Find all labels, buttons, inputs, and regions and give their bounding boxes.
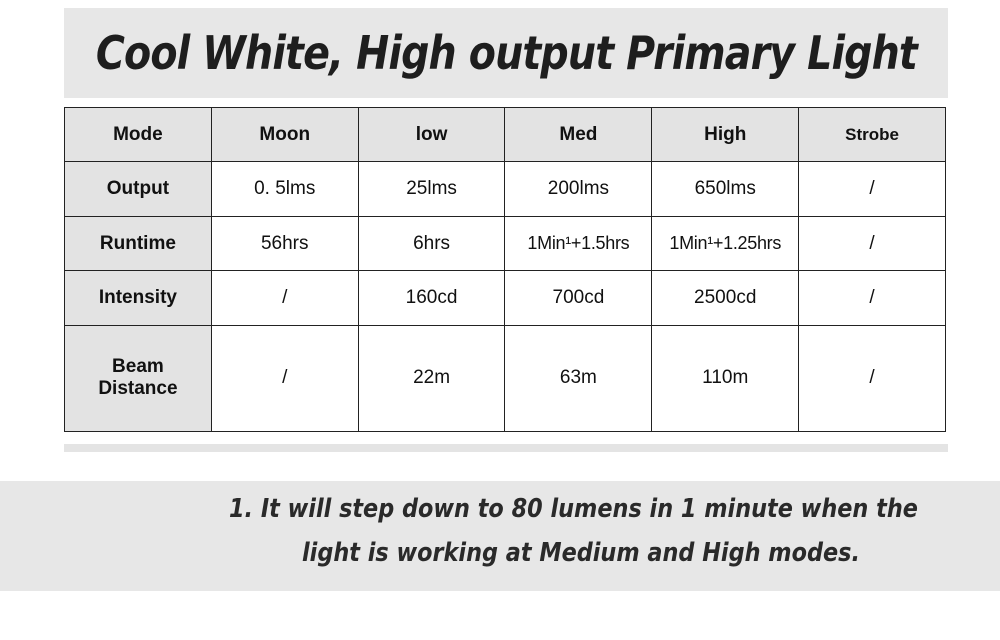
cell-output-moon: 0. 5lms [211,162,358,216]
footnote-banner [0,481,1000,591]
cell-runtime-med: 1Min¹+1.5hrs [505,216,652,270]
table-row-output [65,162,946,216]
cell-output-med: 200lms [505,162,652,216]
header-mode: Mode [65,108,212,162]
table-row-runtime [65,216,946,270]
header-med: Med [505,108,652,162]
cell-runtime-strobe: / [799,216,946,270]
table-row-beam-distance [65,325,946,431]
cell-beam-moon: / [211,325,358,431]
cell-runtime-high: 1Min¹+1.25hrs [652,216,799,270]
table-row-intensity [65,271,946,325]
row-label-runtime: Runtime [65,216,212,270]
cell-output-low: 25lms [358,162,505,216]
header-moon: Moon [211,108,358,162]
table-header-row [65,108,946,162]
separator-bar [64,444,948,452]
cell-runtime-moon: 56hrs [211,216,358,270]
title-banner [64,8,948,98]
cell-intensity-moon: / [211,271,358,325]
cell-intensity-low: 160cd [358,271,505,325]
cell-runtime-low: 6hrs [358,216,505,270]
cell-intensity-strobe: / [799,271,946,325]
cell-beam-strobe: / [799,325,946,431]
footnote-line-2: light is working at Medium and High modes. [302,538,860,568]
row-label-intensity: Intensity [65,271,212,325]
cell-beam-high: 110m [652,325,799,431]
header-strobe: Strobe [799,108,946,162]
spec-table [64,107,946,432]
header-high: High [652,108,799,162]
cell-intensity-high: 2500cd [652,271,799,325]
cell-beam-low: 22m [358,325,505,431]
header-low: low [358,108,505,162]
row-label-output: Output [65,162,212,216]
footnote-line-1: 1. It will step down to 80 lumens in 1 minute when the [229,494,918,524]
cell-output-strobe: / [799,162,946,216]
cell-output-high: 650lms [652,162,799,216]
row-label-distance: Distance [98,378,178,400]
row-label-beam-distance [65,325,212,431]
row-label-beam: Beam [112,356,164,378]
page-title: Cool White, High output Primary Light [95,26,917,80]
cell-intensity-med: 700cd [505,271,652,325]
cell-beam-med: 63m [505,325,652,431]
